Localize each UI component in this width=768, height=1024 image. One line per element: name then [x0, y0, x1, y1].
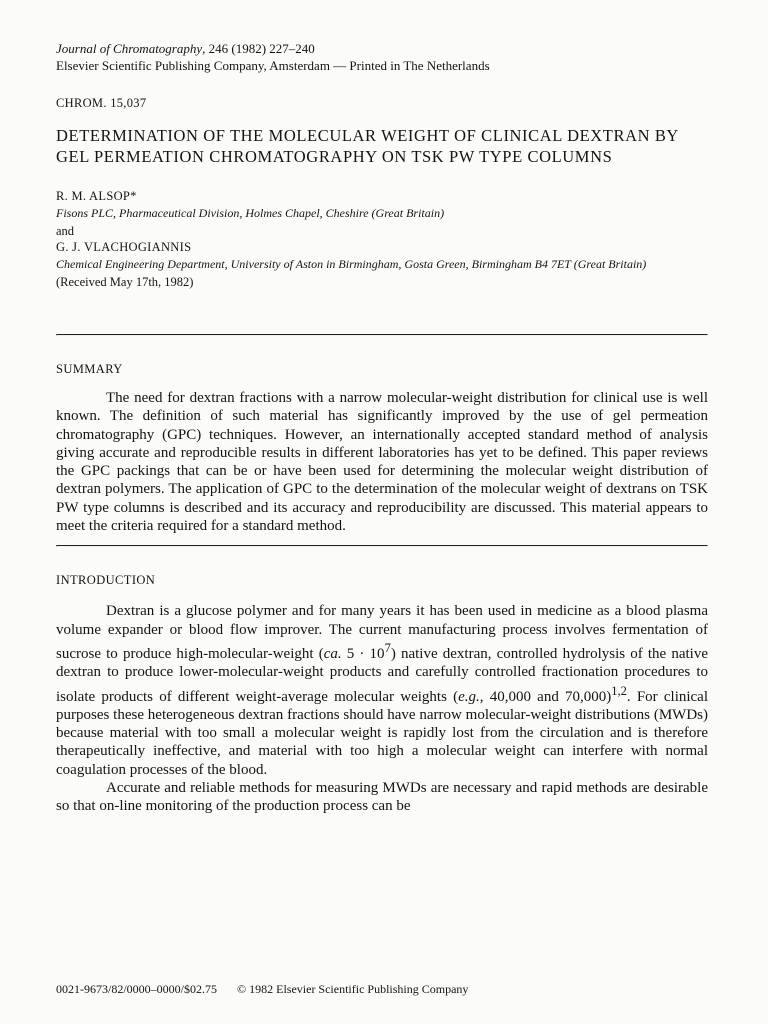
- paper-page: [56, 40, 708, 816]
- page-footer: [56, 982, 708, 997]
- affiliation-1: Fisons PLC, Pharmaceutical Division, Holmes Chapel, Cheshire (Great Britain): [56, 206, 445, 220]
- summary-paragraph: The need for dextran fractions with a narrow molecular-weight distribution for clinical use is well known. The definition of such material has significantly improved by the use of gel permeation chromatography (GPC) techniques. However, an internationally accepted standard method of analysis giving accurate and reproducible results in different laboratories has yet to be defined. This paper reviews the GPC packings that can be or have been used for determining the molecular weight distribution of dextran polymers. The application of GPC to the determination of the molecular weight of dextrans on TSK PW type columns is described and its accuracy and reproducibility are discussed. This material appears to meet the criteria required for a standard method.: [56, 390, 708, 535]
- journal-name: Journal of Chromatography: [56, 41, 203, 56]
- introduction-paragraph-1: Dextran is a glucose polymer and for many years it has been used in medicine as a blood plasma volume expander or blood flow improver. The current manufacturing process involves fermentation of sucrose to produce high-molecular-weight (ca. $5 \cdot 10^7$) native dextran, controlled hydrolysis of the native dextran to produce lower-molecular-weight products and carefully controlled fractionation procedures to isolate products of different weight-average molecular weights (e.g., 40,000 and 70,000)$^{1,2}$. For clinical purposes these heterogeneous dextran fractions should have narrow molecular-weight distributions (MWDs) because material with too small a molecular weight is rapidly lost from the circulation and is therefore therapeutically ineffective, and material with too high a molecular weight can interfere with normal coagulation processes of the blood.: [56, 603, 709, 778]
- affiliation-2: Chemical Engineering Department, University of Aston in Birmingham, Gosta Green, Birmingham B4 7ET (Great Britain): [56, 257, 647, 271]
- introduction-paragraph-2: Accurate and reliable methods for measuring MWDs are necessary and rapid methods are desirable so that on-line monitoring of the production process can be: [56, 780, 708, 815]
- publisher-line: Elsevier Scientific Publishing Company, Amsterdam — Printed in The Netherlands: [56, 58, 490, 73]
- journal-citation: [56, 40, 708, 57]
- introduction-heading: INTRODUCTION: [56, 573, 156, 588]
- received-date: (Received May 17th, 1982): [56, 275, 194, 289]
- author-1: R. M. ALSOP*: [56, 189, 137, 203]
- divider: [56, 545, 708, 547]
- divider: [56, 334, 708, 336]
- summary-heading: SUMMARY: [56, 362, 123, 376]
- journal-header: [56, 40, 708, 74]
- journal-ref: , 246 (1982) 227–240: [202, 41, 315, 56]
- chrom-id: CHROM. 15,037: [56, 96, 147, 110]
- author-and: and: [56, 224, 75, 238]
- copyright-notice: © 1982 Elsevier Scientific Publishing Company: [237, 982, 469, 996]
- author-2: G. J. VLACHOGIANNIS: [56, 240, 192, 254]
- paper-title: DETERMINATION OF THE MOLECULAR WEIGHT OF CLINICAL DEXTRAN BY GEL PERMEATION CHROMATOGRAPHY ON TSK PW TYPE COLUMNS: [56, 126, 679, 166]
- issn-code: 0021-9673/82/0000–0000/$02.75: [56, 982, 217, 996]
